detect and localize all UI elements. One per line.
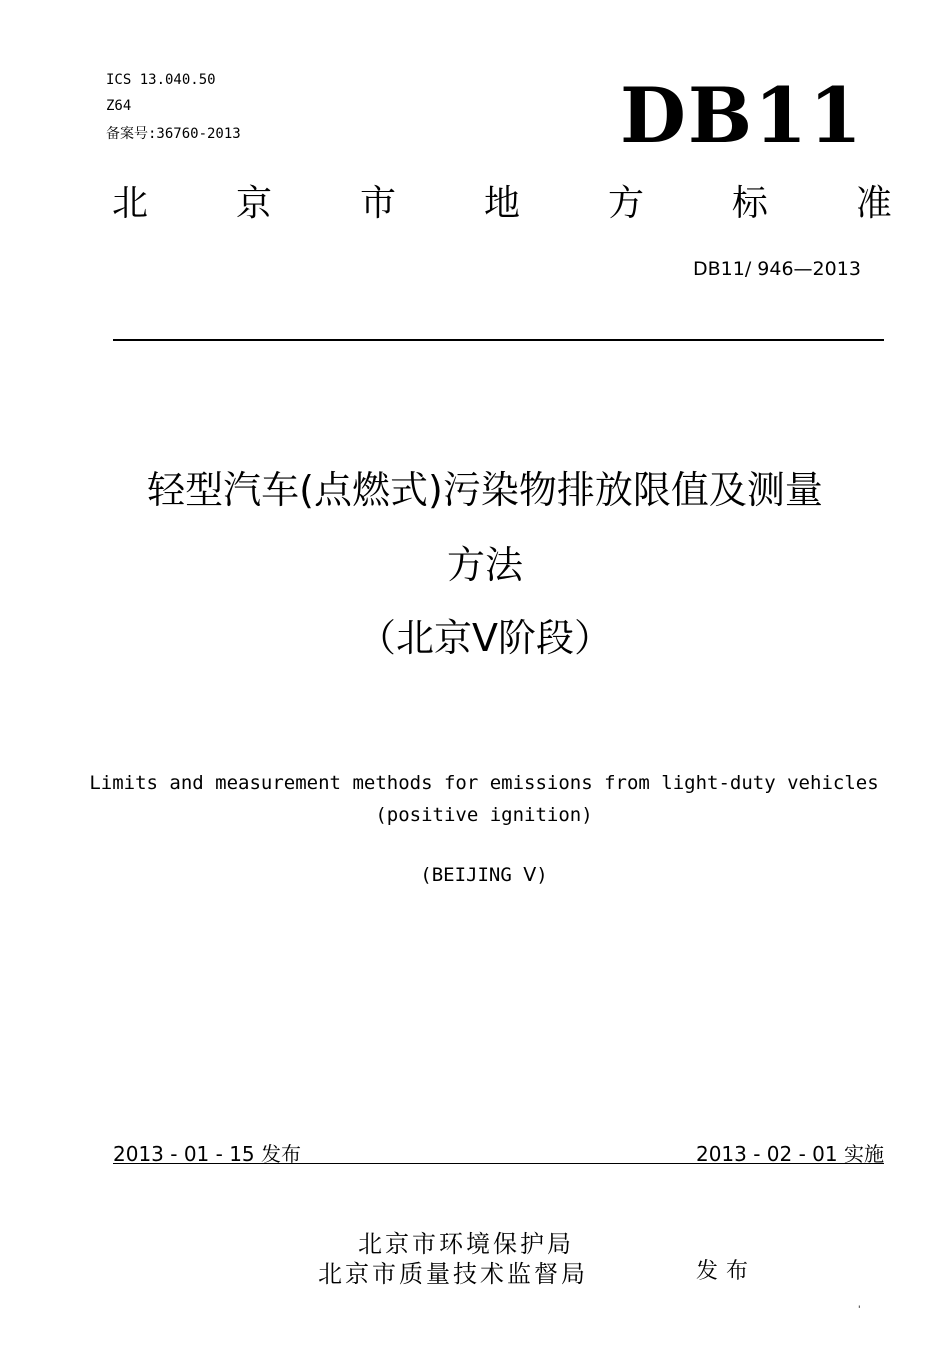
classification-code: Z64 [106, 98, 132, 114]
implementation-date: 2013 - 02 - 01 实施 [695, 1142, 884, 1166]
chinese-title-stage: （北京Ⅴ阶段） [358, 616, 612, 660]
record-number: 备案号:36760-2013 [106, 126, 241, 142]
issuer-environment-bureau: 北京市环境保护局 [358, 1230, 574, 1258]
chinese-title-line-2: 方法 [446, 543, 523, 587]
chinese-title-line-1: 轻型汽车(点燃式)污染物排放限值及测量 [147, 468, 823, 512]
english-title-line-1: Limits and measurement methods for emissions from light-duty vehicles [89, 772, 879, 794]
standard-type-char: 标 [731, 183, 768, 224]
standard-type-char: 方 [607, 183, 644, 224]
header-divider [113, 339, 884, 341]
standard-type-char: 市 [359, 183, 396, 224]
standard-type [112, 183, 892, 224]
issue-date: 2013 - 01 - 15 发布 [113, 1142, 302, 1166]
page-mark: ' [858, 1305, 861, 1315]
standard-type-char: 北 [112, 183, 149, 224]
date-divider [113, 1163, 884, 1164]
issuer-quality-bureau: 北京市质量技术监督局 [318, 1260, 588, 1288]
publish-label: 发布 [696, 1259, 757, 1284]
english-title-line-2: (positive ignition) [375, 804, 593, 826]
db11-logo: DB11 [620, 71, 864, 160]
standard-type-char: 京 [235, 183, 272, 224]
standard-type-char: 地 [483, 183, 520, 224]
standard-type-char: 准 [855, 183, 892, 224]
standard-number: DB11/ 946—2013 [693, 258, 861, 280]
ics-code: ICS 13.040.50 [106, 72, 216, 88]
english-title-stage: (BEIJING Ⅴ) [420, 864, 548, 886]
